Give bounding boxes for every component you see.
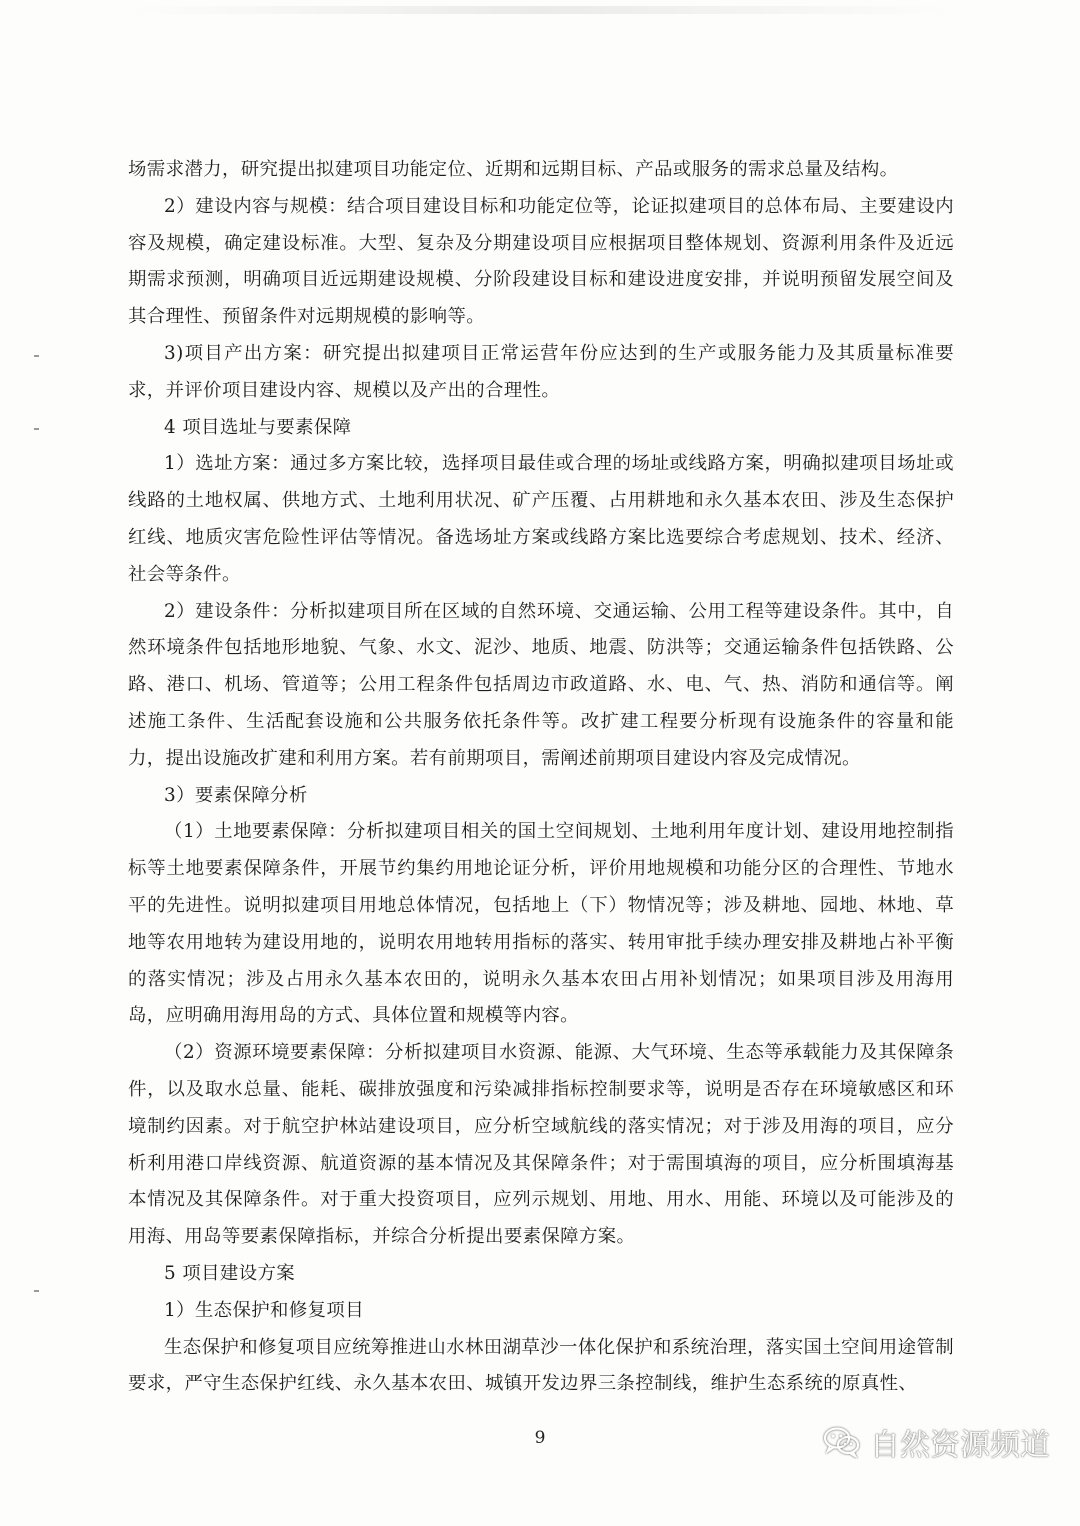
paragraph-output-plan: 3)项目产出方案：研究提出拟建项目正常运营年份应达到的生产或服务能力及其质量标准要求，并评价项目建设内容、规模以及产出的合理性。 (128, 342, 954, 401)
paragraph-construction-conditions: 2）建设条件：分析拟建项目所在区域的自然环境、交通运输、公用工程等建设条件。其中，自然环境条件包括地形地貌、气象、水文、泥沙、地质、地震、防洪等；交通运输条件包括铁路、公路、港口、机场、管道等；公用工程条件包括周边市政道路、水、电、气、热、消防和通信等。阐述施工条件、生活配套设施和公共服务依托条件等。改扩建工程要分析现有设施条件的容量和能力，提出设施改扩建和利用方案。若有前期项目，需阐述前期项目建设内容及完成情况。 (128, 600, 954, 769)
paragraph-market-demand: 场需求潜力，研究提出拟建项目功能定位、近期和远期目标、产品或服务的需求总量及结构。 (128, 159, 899, 180)
subheading-ecological-protection: 1）生态保护和修复项目 (164, 1299, 365, 1321)
paragraph-land-factor: （1）土地要素保障：分析拟建项目相关的国土空间规划、土地利用年度计划、建设用地控制指标等土地要素保障条件，开展节约集约用地论证分析，评价用地规模和功能分区的合理性、节地水平的先进性。说明拟建项目用地总体情况，包括地上（下）物情况等；涉及耕地、园地、林地、草地等农用地转为建设用地的，说明农用地转用指标的落实、转用审批手续办理安排及耕地占补平衡的落实情况；涉及占用永久基本农田的，说明永久基本农田占用补划情况；如果项目涉及用海用岛，应明确用海用岛的方式、具体位置和规模等内容。 (128, 821, 954, 1027)
paragraph-ecological-projects: 生态保护和修复项目应统筹推进山水林田湖草沙一体化保护和系统治理，落实国土空间用途管制要求，严守生态保护红线、永久基本农田、城镇开发边界三条控制线，维护生态系统的原真性、 (128, 1336, 954, 1395)
section-heading-construction-plan: 5 项目建设方案 (164, 1262, 296, 1284)
paragraph-resource-environment: （2）资源环境要素保障：分析拟建项目水资源、能源、大气环境、生态等承载能力及其保障条件，以及取水总量、能耗、碳排放强度和污染减排指标控制要求等，说明是否存在环境敏感区和环境制约因素。对于航空护林站建设项目，应分析空域航线的落实情况；对于涉及用海的项目，应分析利用港口岸线资源、航道资源的基本情况及其保障条件；对于需围填海的项目，应分析围填海基本情况及其保障条件。对于重大投资项目，应列示规划、用地、用水、用能、环境以及可能涉及的用海、用岛等要素保障指标，并综合分析提出要素保障方案。 (128, 1042, 954, 1248)
section-heading-site-selection: 4 项目选址与要素保障 (164, 416, 352, 438)
paragraph-construction-scale: 2）建设内容与规模：结合项目建设目标和功能定位等，论证拟建项目的总体布局、主要建设内容及规模，确定建设标准。大型、复杂及分期建设项目应根据项目整体规划、资源利用条件及近远期需求预测，明确项目近远期建设规模、分阶段建设目标和建设进度安排，并说明预留发展空间及其合理性、预留条件对远期规模的影响等。 (128, 195, 954, 328)
wechat-icon (822, 1425, 862, 1459)
margin-mark (34, 1290, 39, 1292)
subheading-factor-guarantee: 3）要素保障分析 (164, 784, 308, 806)
body-text (128, 152, 954, 1403)
paragraph-site-plan: 1）选址方案：通过多方案比较，选择项目最佳或合理的场址或线路方案，明确拟建项目场址或线路的土地权属、供地方式、土地利用状况、矿产压覆、占用耕地和永久基本农田、涉及生态保护红线、地质灾害危险性评估等情况。备选场址方案或线路方案比选要综合考虑规划、技术、经济、社会等条件。 (128, 453, 954, 585)
margin-mark (34, 428, 39, 430)
scan-artifact (130, 6, 950, 14)
watermark-text: 自然资源频道 (870, 1428, 1050, 1463)
channel-watermark (822, 1420, 1050, 1464)
page-number: 9 (534, 1428, 546, 1448)
margin-mark (34, 355, 39, 357)
